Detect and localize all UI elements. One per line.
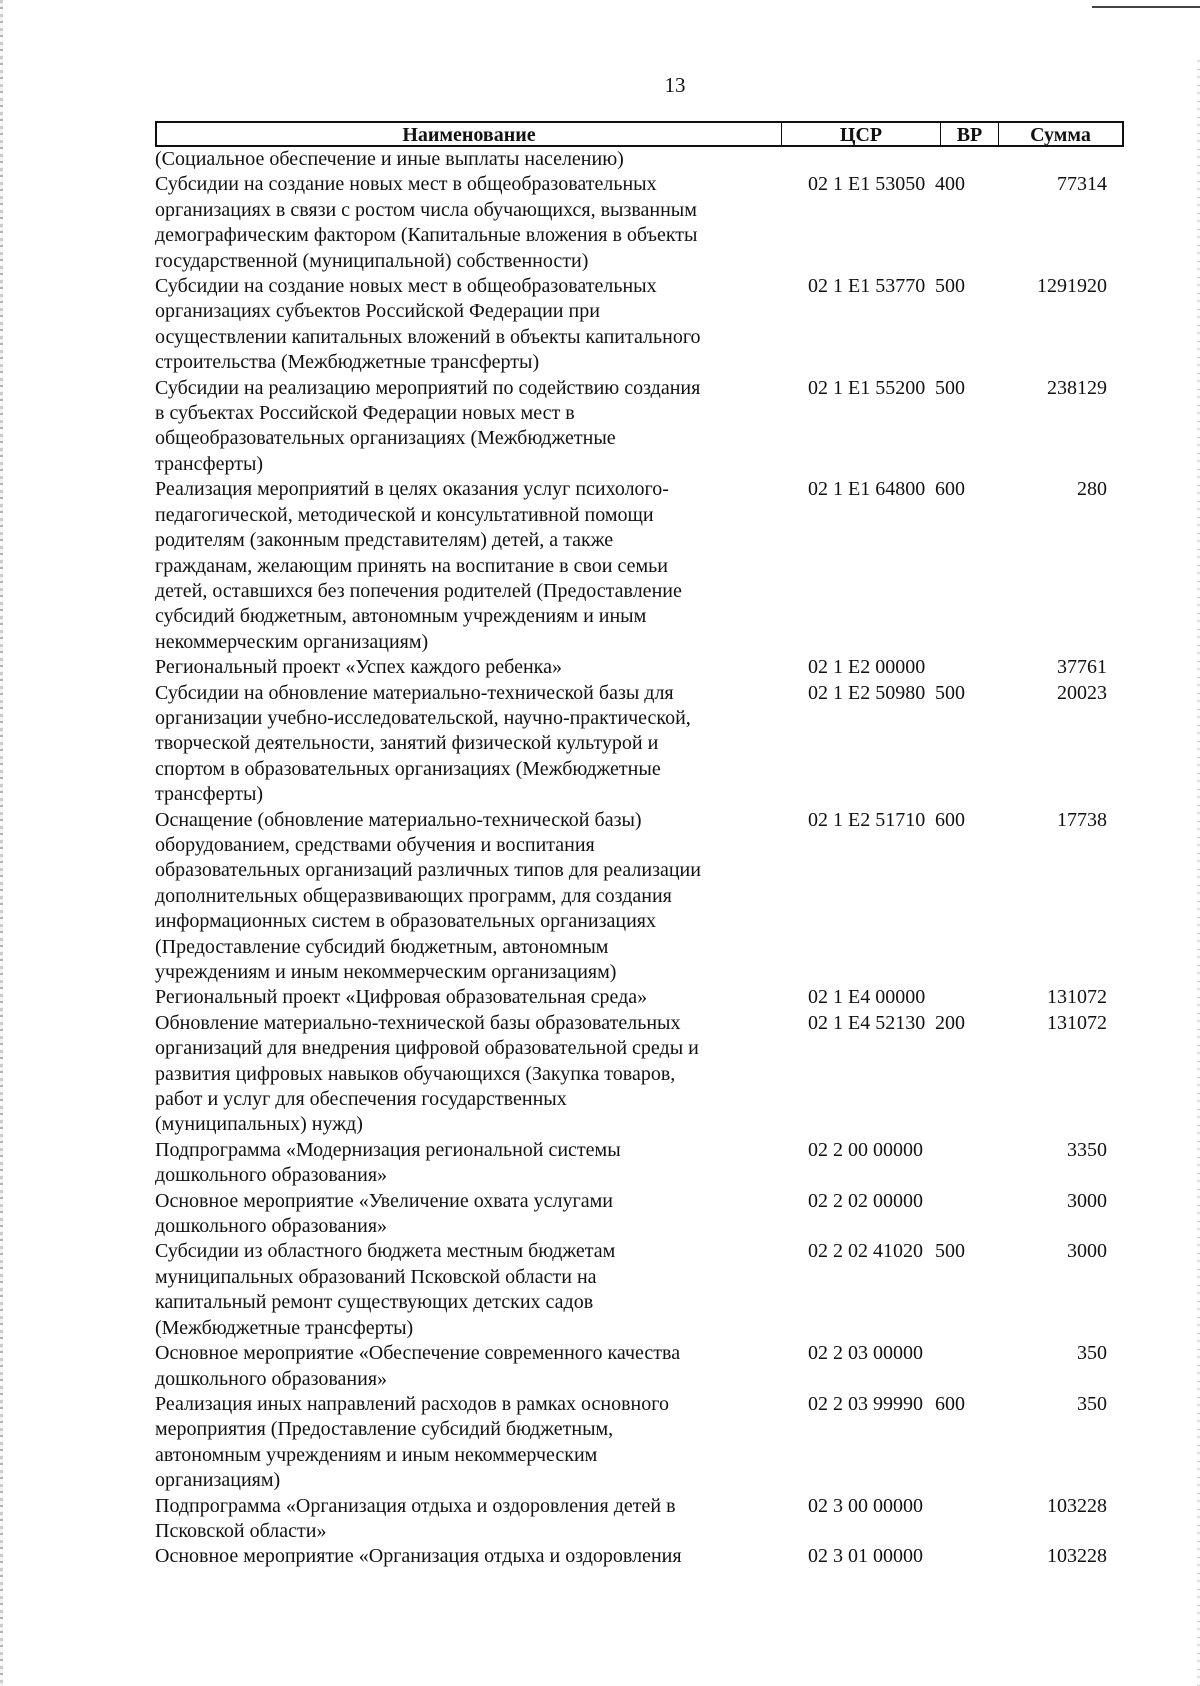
cell-name-line: (Межбюджетные трансферты): [155, 1316, 414, 1339]
cell-name-line: образовательных организаций различных типов для реализации: [155, 859, 701, 882]
cell-name-line: субсидий бюджетным, автономным учреждениям и иным: [155, 605, 647, 628]
table-row: [155, 1544, 1124, 1569]
cell-name-line: строительства (Межбюджетные трансферты): [155, 351, 540, 374]
cell-csr: 02 1 Е4 52130: [808, 1011, 926, 1034]
cell-sum: 77314: [1057, 173, 1107, 196]
cell-sum: 238129: [1047, 376, 1107, 399]
cell-vr: 500: [935, 681, 965, 704]
cell-sum: 131072: [1047, 1011, 1107, 1034]
cell-name: [155, 274, 765, 376]
cell-name-line: развития цифровых навыков обучающихся (Закупка товаров,: [155, 1062, 676, 1085]
table-row: [155, 1189, 1124, 1240]
cell-name-line: Псковской области»: [155, 1519, 327, 1542]
cell-name: [155, 147, 765, 172]
cell-sum: 20023: [1057, 681, 1107, 704]
cell-name: [155, 985, 765, 1010]
cell-name-line: гражданам, желающим принять на воспитание в свои семьи: [155, 554, 668, 577]
header-vr: ВР: [956, 124, 983, 146]
cell-name-line: работ и услуг для обеспечения государственных: [155, 1088, 567, 1111]
cell-name-line: государственной (муниципальной) собственности): [155, 249, 589, 272]
cell-name-line: дошкольного образования»: [155, 1367, 388, 1390]
cell-name: [155, 655, 765, 680]
table-row: [155, 1341, 1124, 1392]
cell-name-line: осуществлении капитальных вложений в объекты капитального: [155, 325, 701, 348]
scan-top-line: [1092, 6, 1200, 8]
cell-name-line: Региональный проект «Цифровая образовательная среда»: [155, 986, 648, 1009]
table-row: [155, 1239, 1124, 1341]
page-number: 13: [664, 73, 686, 97]
cell-name-line: Подпрограмма «Организация отдыха и оздоровления детей в: [155, 1494, 676, 1517]
cell-csr: 02 1 Е1 64800: [808, 478, 926, 501]
cell-name-line: организациям): [155, 1469, 281, 1492]
cell-name-line: Подпрограмма «Модернизация региональной системы: [155, 1138, 621, 1161]
cell-name-line: Региональный проект «Успех каждого ребенка»: [155, 656, 562, 679]
table-row: [155, 477, 1124, 655]
cell-name-line: трансферты): [155, 452, 264, 475]
header-csr: ЦСР: [839, 124, 883, 146]
cell-name-line: педагогической, методической и консультативной помощи: [155, 503, 654, 526]
cell-name-line: Обновление материально-технической базы образовательных: [155, 1011, 681, 1034]
cell-csr: 02 1 Е1 55200: [808, 376, 926, 399]
cell-name-line: капитальный ремонт существующих детских садов: [155, 1291, 594, 1314]
table-row: [155, 681, 1124, 808]
table-row: [155, 1011, 1124, 1138]
cell-name: [155, 1392, 765, 1494]
cell-name-line: дошкольного образования»: [155, 1164, 388, 1187]
cell-vr: 400: [935, 173, 965, 196]
cell-name-line: (Предоставление субсидий бюджетным, автономным: [155, 935, 609, 958]
cell-sum: 350: [1077, 1392, 1107, 1415]
cell-sum: 280: [1077, 478, 1107, 501]
cell-name: [155, 1011, 765, 1138]
table-row: [155, 147, 1124, 172]
cell-name-line: Субсидии на реализацию мероприятий по содействию создания: [155, 376, 701, 399]
cell-csr: 02 3 01 00000: [808, 1545, 923, 1568]
cell-sum: 3000: [1067, 1240, 1107, 1263]
cell-name-line: организациях субъектов Российской Федерации при: [155, 300, 600, 323]
cell-sum: 103228: [1047, 1494, 1107, 1517]
cell-name: [155, 1239, 765, 1341]
table-header: [155, 121, 1124, 147]
cell-csr: 02 2 00 00000: [808, 1138, 923, 1161]
cell-csr: 02 1 Е1 53770: [808, 275, 926, 298]
cell-csr: 02 1 Е1 53050: [808, 173, 926, 196]
cell-name-line: дошкольного образования»: [155, 1215, 388, 1238]
cell-csr: 02 1 Е2 50980: [808, 681, 926, 704]
cell-vr: 200: [935, 1011, 965, 1034]
cell-csr: 02 2 02 00000: [808, 1189, 923, 1212]
cell-csr: 02 3 00 00000: [808, 1494, 923, 1517]
cell-name: [155, 681, 765, 808]
cell-vr: 600: [935, 478, 965, 501]
table-row: [155, 274, 1124, 376]
cell-name-line: дополнительных общеразвивающих программ, для создания: [155, 884, 672, 907]
cell-vr: 500: [935, 275, 965, 298]
cell-name: [155, 1341, 765, 1392]
cell-name-line: Основное мероприятие «Обеспечение современного качества: [155, 1342, 681, 1365]
cell-name-line: (муниципальных) нужд): [155, 1113, 363, 1136]
cell-name-line: общеобразовательных организациях (Межбюджетные: [155, 427, 616, 450]
cell-vr: 600: [935, 808, 965, 831]
cell-name-line: учреждениям и иным некоммерческим организациям): [155, 961, 617, 983]
cell-name-line: организации учебно-исследовательской, научно-практической,: [155, 706, 691, 729]
table-row: [155, 172, 1124, 274]
cell-sum: 37761: [1057, 656, 1107, 679]
table-row: [155, 1138, 1124, 1189]
cell-vr: 600: [935, 1392, 965, 1415]
table-row: [155, 808, 1124, 986]
cell-name: [155, 172, 765, 274]
cell-name-line: организациях в связи с ростом числа обучающихся, вызванным: [155, 198, 697, 221]
cell-sum: 350: [1077, 1342, 1107, 1365]
cell-name-line: родителям (законным представителям) детей, а также: [155, 529, 614, 552]
table-row: [155, 985, 1124, 1010]
cell-csr: 02 1 Е2 51710: [808, 808, 926, 831]
cell-name-line: Реализация иных направлений расходов в рамках основного: [155, 1392, 669, 1415]
cell-name-line: Субсидии на создание новых мест в общеобразовательных: [155, 173, 657, 196]
cell-name-line: информационных систем в образовательных организациях: [155, 910, 656, 933]
cell-name-line: оборудованием, средствами обучения и воспитания: [155, 833, 595, 856]
cell-name: [155, 376, 765, 478]
cell-name-line: Субсидии на обновление материально-технической базы для: [155, 681, 674, 704]
cell-name-line: организаций для внедрения цифровой образовательной среды и: [155, 1037, 699, 1060]
cell-name-line: (Социальное обеспечение и иные выплаты населению): [155, 148, 624, 170]
cell-name-line: трансферты): [155, 783, 264, 806]
cell-sum: 3000: [1067, 1189, 1107, 1212]
cell-name-line: Основное мероприятие «Организация отдыха и оздоровления: [155, 1545, 682, 1568]
cell-name-line: Субсидии на создание новых мест в общеобразовательных: [155, 275, 657, 298]
cell-name: [155, 1494, 765, 1545]
cell-sum: 17738: [1057, 808, 1107, 831]
table-row: [155, 655, 1124, 680]
cell-name: [155, 1189, 765, 1240]
cell-name: [155, 1544, 765, 1569]
cell-name-line: Основное мероприятие «Увеличение охвата услугами: [155, 1189, 613, 1212]
table-row: [155, 376, 1124, 478]
cell-sum: 3350: [1067, 1138, 1107, 1161]
header-sum: Сумма: [1030, 124, 1091, 146]
cell-sum: 1291920: [1037, 275, 1107, 298]
cell-csr: 02 1 Е2 00000: [808, 656, 926, 679]
cell-name-line: Оснащение (обновление материально-технической базы): [155, 808, 642, 831]
cell-name-line: Субсидии из областного бюджета местным бюджетам: [155, 1240, 616, 1263]
cell-csr: 02 2 03 99990: [808, 1392, 923, 1415]
cell-name: [155, 808, 765, 986]
cell-name: [155, 477, 765, 655]
header-name: Наименование: [402, 124, 536, 146]
cell-name-line: автономным учреждениям и иным некоммерческим: [155, 1443, 598, 1466]
table-row: [155, 1392, 1124, 1494]
cell-name-line: в субъектах Российской Федерации новых мест в: [155, 402, 575, 425]
cell-name-line: творческой деятельности, занятий физической культурой и: [155, 732, 659, 755]
cell-name-line: некоммерческим организациям): [155, 630, 429, 653]
cell-csr: 02 2 02 41020: [808, 1240, 923, 1263]
scan-edge-left: [0, 0, 3, 1686]
cell-vr: 500: [935, 376, 965, 399]
cell-name-line: мероприятия (Предоставление субсидий бюджетным,: [155, 1418, 614, 1441]
cell-sum: 131072: [1047, 986, 1107, 1009]
cell-vr: 500: [935, 1240, 965, 1263]
cell-name: [155, 1138, 765, 1189]
cell-name-line: спортом в образовательных организациях (Межбюджетные: [155, 757, 661, 780]
table-row: [155, 1494, 1124, 1545]
cell-sum: 103228: [1047, 1545, 1107, 1568]
cell-csr: 02 1 Е4 00000: [808, 986, 926, 1009]
cell-name-line: демографическим фактором (Капитальные вложения в объекты: [155, 224, 698, 247]
cell-csr: 02 2 03 00000: [808, 1342, 923, 1365]
cell-name-line: муниципальных образований Псковской области на: [155, 1265, 597, 1288]
cell-name-line: детей, оставшихся без попечения родителей (Предоставление: [155, 579, 682, 602]
table-body: [155, 147, 1124, 1570]
cell-name-line: Реализация мероприятий в целях оказания услуг психолого-: [155, 478, 669, 501]
